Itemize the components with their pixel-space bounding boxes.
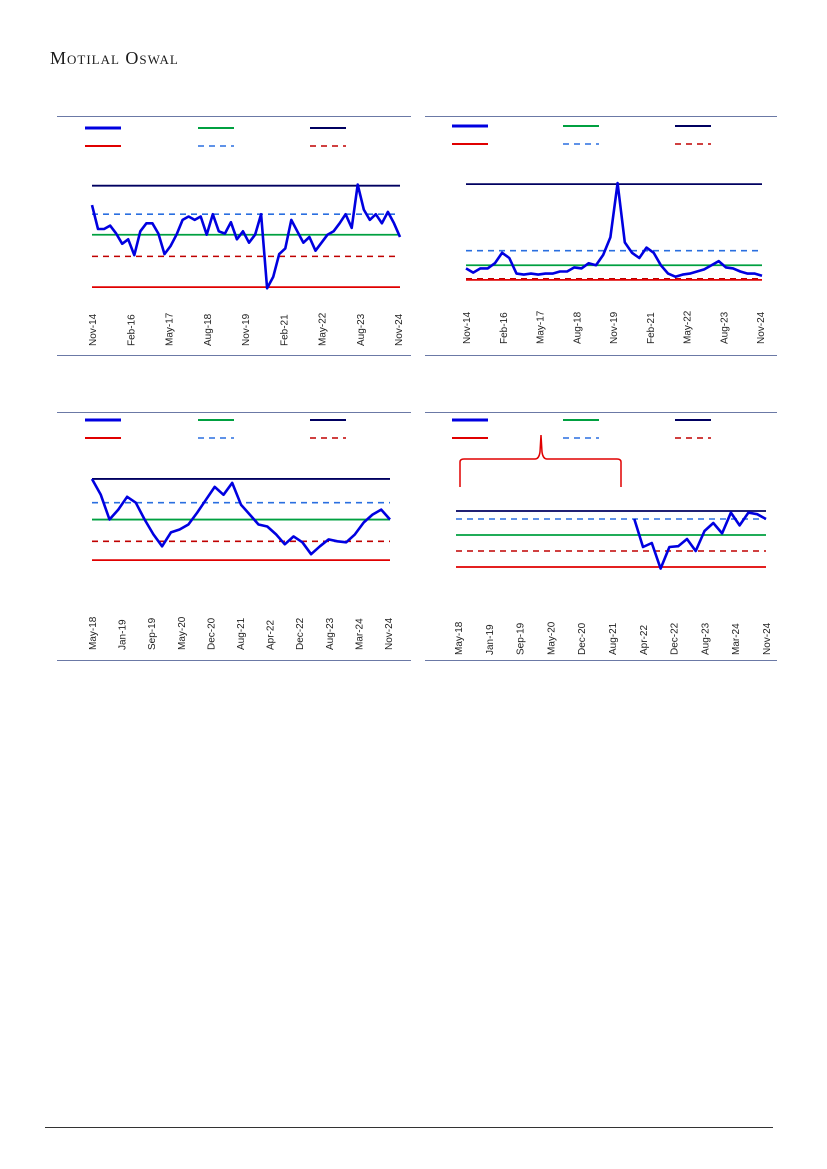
x-tick-label: May-22 bbox=[682, 310, 694, 344]
x-tick-label: Nov-14 bbox=[88, 313, 99, 346]
footer-rule bbox=[45, 1127, 773, 1128]
x-tick-label: Nov-14 bbox=[462, 311, 473, 344]
x-tick-label: Aug-23 bbox=[719, 311, 731, 344]
x-tick-label: Jan-19 bbox=[117, 619, 129, 650]
x-tick-label: Dec-22 bbox=[669, 622, 681, 655]
x-tick-label: Feb-21 bbox=[279, 314, 291, 346]
x-tick-label: Aug-18 bbox=[202, 313, 214, 346]
x-tick-label: Nov-24 bbox=[394, 313, 405, 346]
x-tick-label: Feb-21 bbox=[645, 312, 657, 344]
x-tick-label: Nov-24 bbox=[756, 311, 767, 344]
x-tick-label: Nov-24 bbox=[384, 617, 395, 650]
brand-logo: Motilal Oswal bbox=[50, 48, 179, 68]
x-tick-label: Nov-19 bbox=[241, 313, 252, 346]
x-tick-label: Aug-21 bbox=[236, 617, 247, 650]
x-tick-label: Sep-19 bbox=[515, 622, 527, 655]
x-tick-label: May-20 bbox=[176, 616, 188, 650]
x-tick-label: May-17 bbox=[535, 310, 547, 344]
x-tick-label: Dec-20 bbox=[577, 622, 589, 655]
x-tick-label: Aug-23 bbox=[355, 313, 367, 346]
series-line-1 bbox=[634, 513, 766, 569]
x-tick-label: Aug-23 bbox=[324, 617, 336, 650]
x-tick-label: Mar-24 bbox=[731, 623, 743, 655]
x-tick-label: Dec-20 bbox=[206, 617, 218, 650]
x-tick-label: Apr-22 bbox=[265, 619, 277, 650]
x-tick-label: Apr-22 bbox=[638, 624, 650, 655]
x-tick-label: Dec-22 bbox=[295, 617, 307, 650]
x-tick-label: Aug-23 bbox=[700, 622, 712, 655]
x-tick-label: Aug-21 bbox=[608, 622, 619, 655]
x-tick-label: May-18 bbox=[88, 616, 99, 650]
x-tick-label: Feb-16 bbox=[126, 314, 138, 346]
x-tick-label: May-18 bbox=[454, 621, 465, 655]
x-tick-label: Jan-19 bbox=[484, 624, 496, 655]
x-tick-label: May-20 bbox=[546, 621, 558, 655]
period-brace bbox=[460, 435, 621, 487]
x-tick-label: May-22 bbox=[317, 312, 329, 346]
x-tick-label: Aug-18 bbox=[572, 311, 584, 344]
x-tick-label: Nov-19 bbox=[609, 311, 620, 344]
x-tick-label: Feb-16 bbox=[498, 312, 510, 344]
x-tick-label: May-17 bbox=[164, 312, 176, 346]
x-tick-label: Nov-24 bbox=[762, 622, 773, 655]
x-tick-label: Mar-24 bbox=[354, 618, 366, 650]
x-tick-label: Sep-19 bbox=[147, 617, 159, 650]
